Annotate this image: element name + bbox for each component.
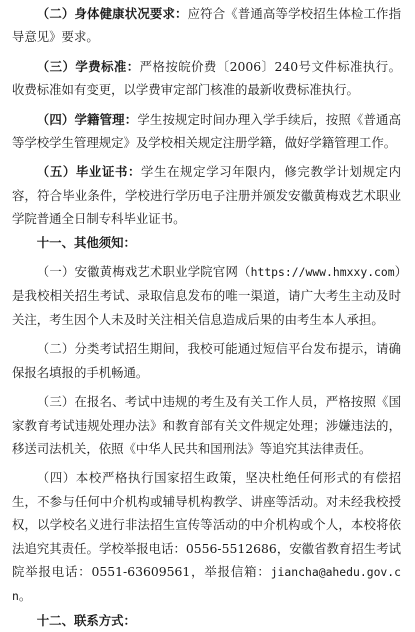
- text-student-records: 学生按规定时间办理入学手续后，按照《普通高等学校学生管理规定》及学校相关规定注册学籍，做好学籍管理工作。: [12, 111, 402, 151]
- label-tuition: （三）学费标准：: [36, 58, 140, 74]
- paragraph-sms-notice: （二）分类考试招生期间，我校可能通过短信平台发布提示，请确保报名填报的手机畅通。: [12, 341, 401, 380]
- text-website-pre: （一）安徽黄梅戏艺术职业学院官网（: [36, 264, 251, 280]
- paragraph-health-requirement: [12, 0, 401, 49]
- text-diploma: 学生在规定学习年限内，修完教学计划规定内容，符合毕业条件，学校进行学历电子注册并颁发安徽黄梅戏艺术职业学院普通全日制专科毕业证书。: [12, 164, 402, 227]
- text-policy-post: 。: [18, 588, 32, 604]
- section-heading-other-notes: 十一、其他须知：: [36, 234, 136, 250]
- paragraph-official-website: [12, 260, 401, 331]
- paragraph-student-records: [12, 108, 401, 155]
- text-tuition: 严格按皖价费〔2006〕240号文件标准执行。收费标准如有变更，以学费审定部门核准的最新收费标准执行。: [12, 58, 402, 98]
- report-email-link[interactable]: jiancha@ahedu.gov.cn: [12, 564, 402, 604]
- school-report-phone: 0556-5512686: [185, 540, 277, 556]
- text-website-post: ）是我校相关招生考试、录取信息发布的唯一渠道，请广大考生主动及时关注，考生因个人未及时关注相关信息造成后果的由考生本人承担。: [12, 264, 402, 327]
- paragraph-diploma: [12, 160, 401, 230]
- official-website-link[interactable]: https://www.hmxxy.com: [250, 265, 395, 280]
- section-heading-contact: 十二、联系方式：: [36, 612, 136, 628]
- text-policy-pre: （四）本校严格执行国家招生政策，坚决杜绝任何形式的有偿招生，不参与任何中介机构或辅导机构教学、讲座等活动。对未经我校授权，以学校名义进行非法招生宣传等活动的中介机构或个人，本校将依法追究其责任。学校举报电话：: [12, 470, 401, 556]
- label-diploma: （五）毕业证书：: [36, 164, 142, 180]
- paragraph-enrollment-policy: [12, 466, 401, 608]
- text-health-requirement: 应符合《普通高等学校招生体检工作指导意见》要求。: [12, 6, 402, 45]
- exam-institute-report-phone: 0551-63609561: [91, 563, 191, 579]
- label-student-records: （四）学籍管理：: [36, 111, 138, 127]
- paragraph-tuition: [12, 55, 401, 102]
- text-policy-mid: ，安徽省教育招生考试院举报电话：: [12, 540, 402, 579]
- text-policy-mid2: ，举报信箱：: [190, 563, 271, 579]
- paragraph-violations: （三）在报名、考试中违规的考生及有关工作人员，严格按照《国家教育考试违规处理办法》和教育部有关文件规定处理；涉嫌违法的，移送司法机关，依照《中华人民共和国刑法》等追究其法律责任。: [12, 394, 401, 456]
- label-health-requirement: （二）身体健康状况要求：: [36, 6, 188, 21]
